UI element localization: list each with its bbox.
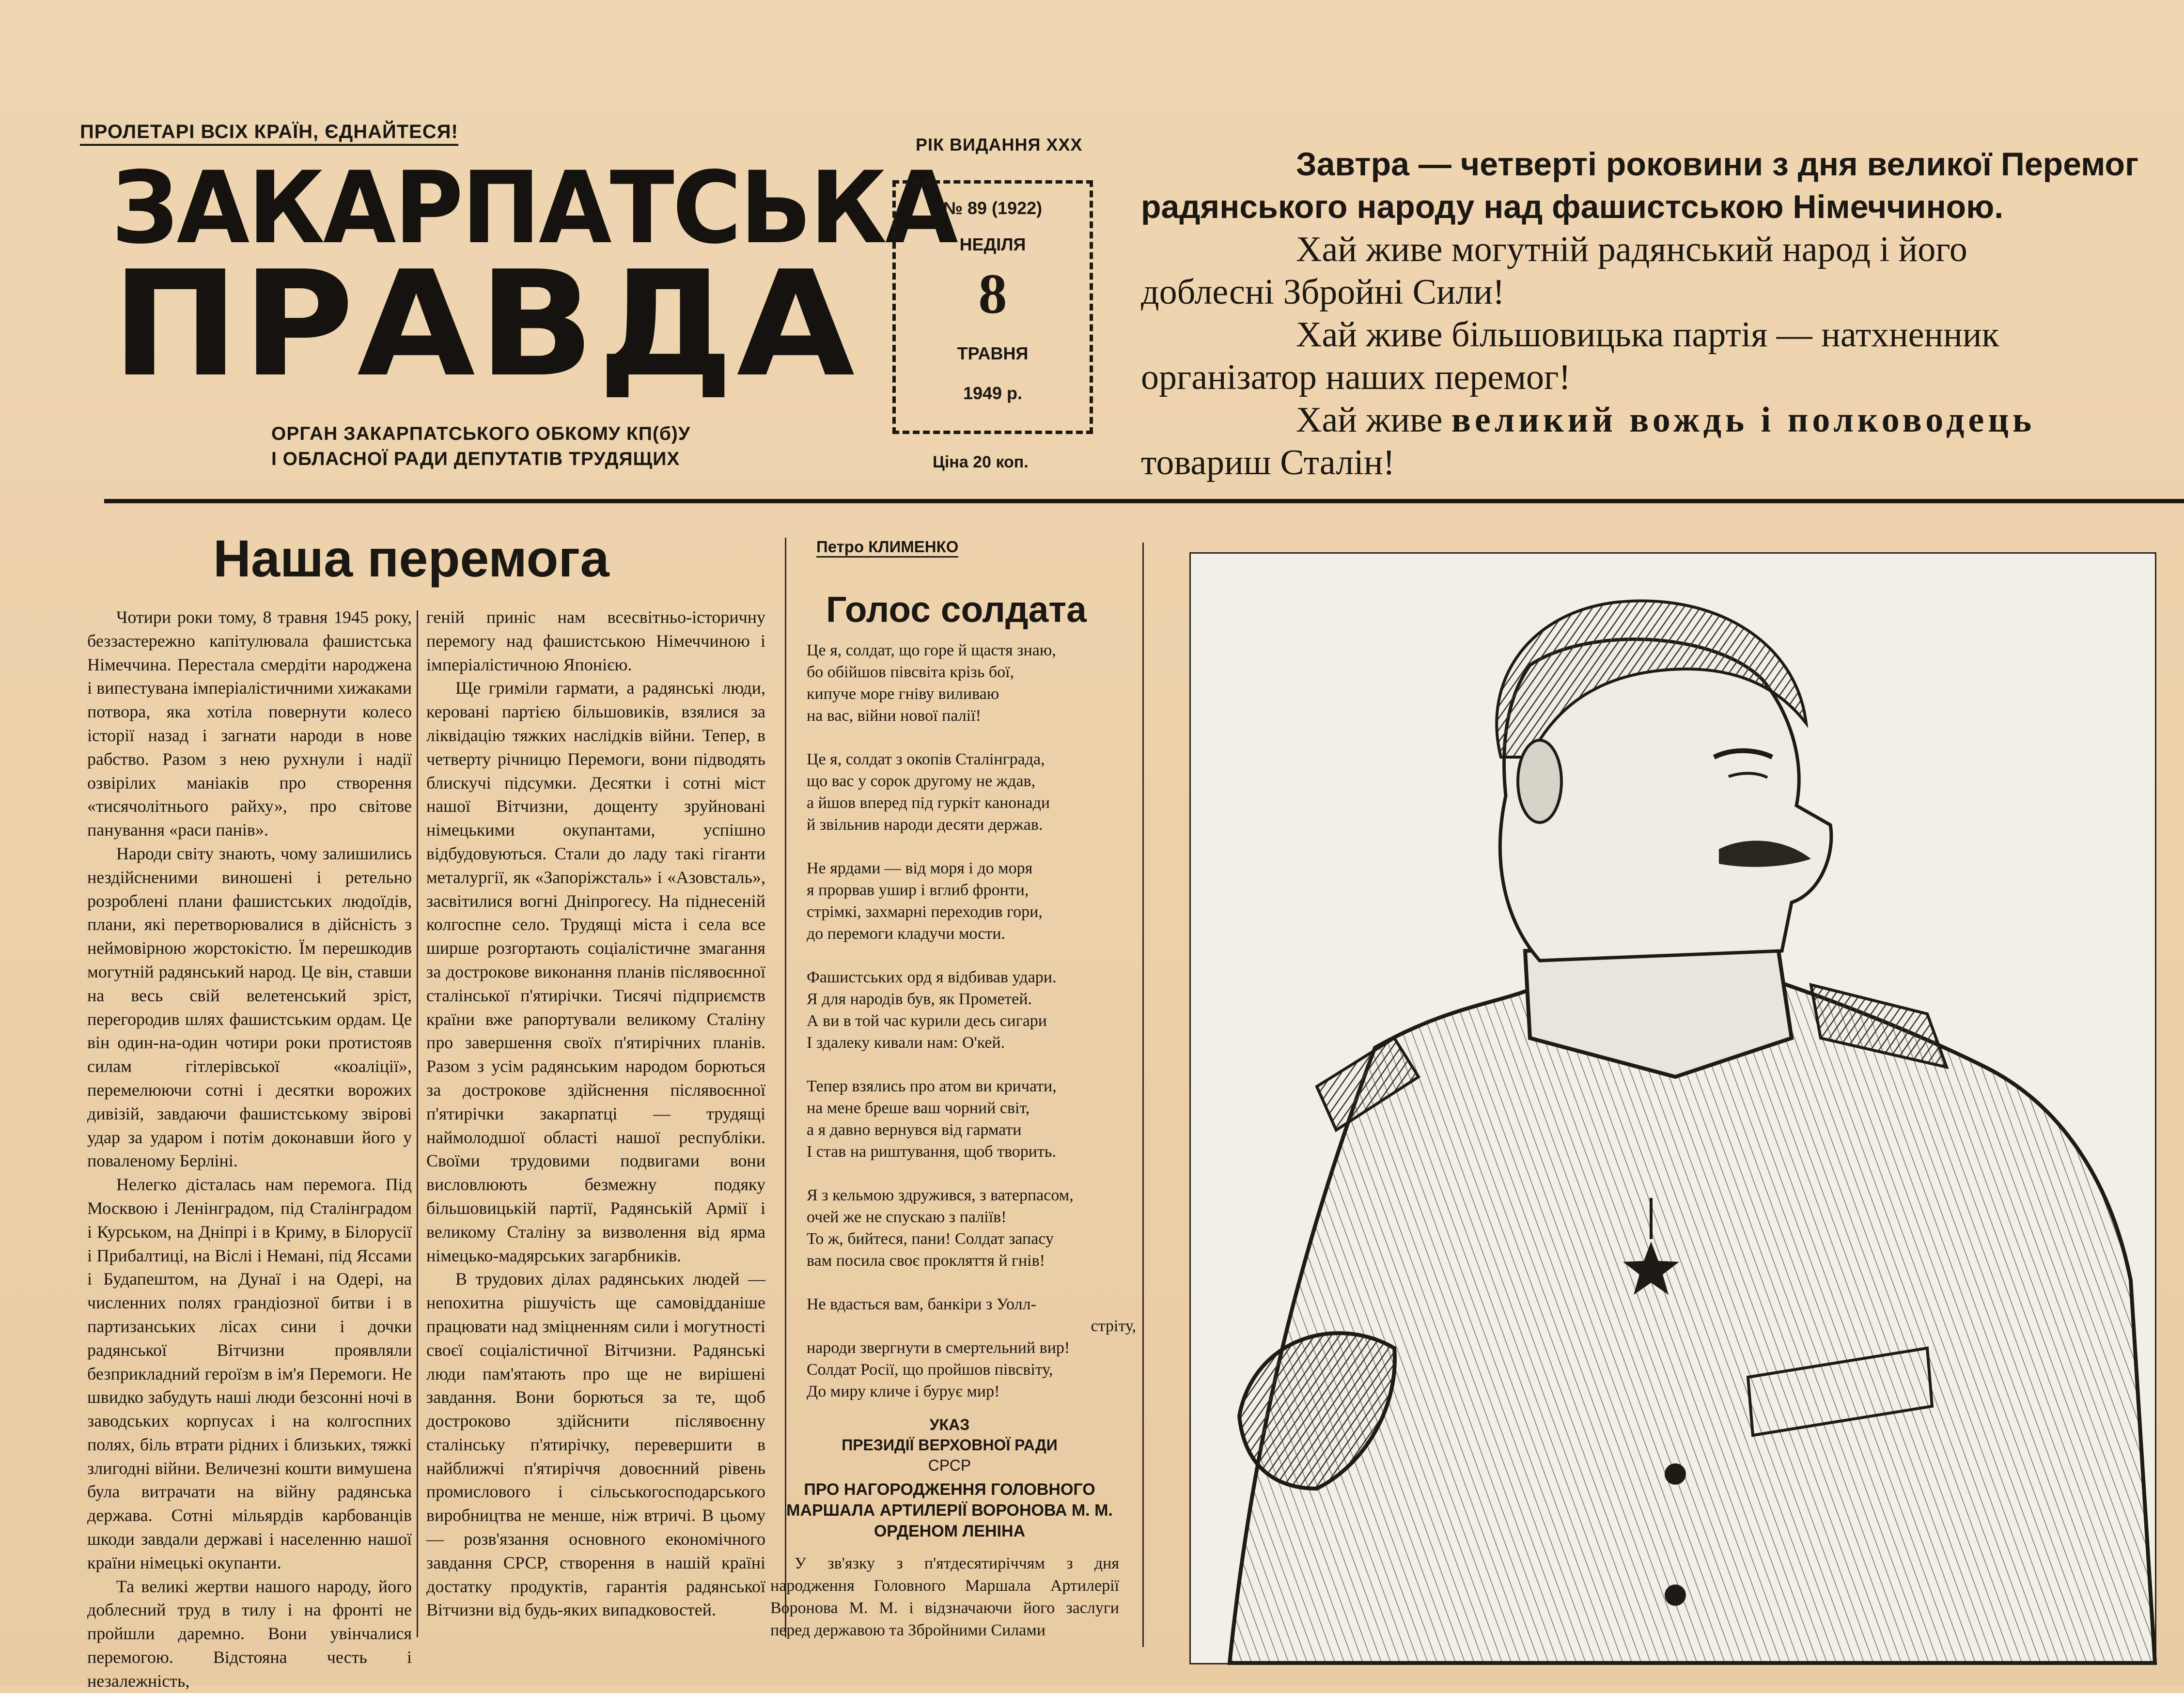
poem-stanza [807,1293,1146,1402]
poem-line: на вас, війни нової палії! [807,707,981,725]
issue-month: ТРАВНЯ [957,343,1029,363]
poem-title: Голос солдата [826,589,1087,630]
masthead-rule [104,499,2184,503]
issue-year: 1949 р. [963,383,1023,403]
slogan-line-3: Хай живе могутній радянський народ і його [1296,230,1967,269]
slogan-line-6: організатор наших перемог! [1141,357,1571,397]
title-line-2: ПРАВДА [111,240,858,409]
poem-author: Петро КЛИМЕНКО [816,538,958,558]
slogan-line-7a: Хай живе [1296,400,1443,440]
poem-line: Я з кельмою здружився, з ватерпасом, [807,1186,1074,1204]
poem-stanza [807,748,1146,836]
poem-line: я прорвав ушир і вглиб фронти, [807,881,1029,899]
editorial-column-2 [426,606,765,1632]
slogan-line-8: товариш Сталін! [1141,443,1395,482]
issue-price: Ціна 20 коп. [933,453,1029,471]
poem-body [807,639,1146,1424]
decree-text: У зв'язку з п'ятдесятиріччям з дня народження Головного Маршала Артилерії Воронова М. М. і відзначаючи його заслуги перед державою та Збройними Силами [770,1554,1119,1639]
decree-head-3: СРСР [928,1457,971,1474]
poem-line: Не вдасться вам, банкіри з Уолл- [807,1295,1036,1313]
editorial-column-1 [87,606,412,1691]
poem-line: То ж, бийтеся, пани! Солдат запасу [807,1230,1054,1248]
poem-line: вам посила своє прокляття й гнів! [807,1252,1045,1270]
poem-line: й звільнив народи десяти держав. [807,816,1043,834]
slogan-line-1: Завтра — четверті роковини з дня великої Перемог [1296,146,2139,183]
poem-line: очей же не спускаю з паліїв! [807,1208,1007,1226]
decree-title-1: ПРО НАГОРОДЖЕННЯ ГОЛОВНОГО [804,1480,1095,1499]
poem-stanza [807,1075,1146,1163]
poem-stanza [807,639,1146,727]
column-divider [1142,543,1144,1647]
poem-line: Це я, солдат, що горе й щастя знаю, [807,641,1056,659]
editorial-paragraph: геній приніс нам всесвітньо-історичну перемогу над фашистською Німеччиною і імперіалістичною Японією. [426,607,765,674]
poem-line: Це я, солдат з окопів Сталінграда, [807,750,1045,768]
poem-line: Солдат Росії, що пройшов півсвіту, [807,1361,1053,1379]
poem-line: Фашистських орд я відбивав удари. [807,968,1057,986]
publication-year: РІК ВИДАННЯ XXX [916,135,1083,155]
portrait-illustration [1189,552,2156,1664]
slogan-block [1141,143,2183,484]
editorial-paragraph: Ще гриміли гармати, а радянські люди, керовані партією більшовиків, взялися за ліквідацію тяжких наслідків війни. Тепер, в четверту річницю Перемоги, вони підводять блискучі підсумки. Десятки і сотні міст нашої Вітчизни, дощенту зруйновані німецькими окупантами, успішно відбудовуються. Стали до ладу такі гіганти металургії, як «Запоріжсталь» і «Азовсталь», засвітилися вогні Дніпрогесу. На піднесеній колгоспне село. Трудящі міста і села все ширше розгортають соціалістичне змагання за дострокове виконання планів післявоєнної сталінської п'ятирічки. Тисячі підприємств країни вже рапортували великому Сталіну про завершення своїх п'ятирічних планів. Разом з усім радянським народом борються за дострокове здійснення післявоєнної п'ятирічки закарпатці — трудящі наймолодшої області нашої республіки. Своїми трудовими подвигами вони висловлюють безмежну подяку більшовицькій партії, Радянській Армії і великому Сталіну за визволення від ярма німецько-мадярських загарбників. [426,678,765,1265]
decree-title-3: ОРДЕНОМ ЛЕНІНА [874,1522,1026,1540]
poem-stanza [807,857,1146,945]
poem-line: кипуче море гніву виливаю [807,685,999,703]
masthead-motto: ПРОЛЕТАРІ ВСІХ КРАЇН, ЄДНАЙТЕСЯ! [80,121,458,146]
issue-date-box [892,180,1093,434]
issue-number: № 89 (1922) [943,198,1043,218]
slogan-line-7 [1141,399,2183,441]
decree-head-2: ПРЕЗИДІЇ ВЕРХОВНОЇ РАДИ [842,1436,1058,1454]
organ-line-1: ОРГАН ЗАКАРПАТСЬКОГО ОБКОМУ КП(б)У [271,423,691,444]
poem-line: що вас у сорок другому не ждав, [807,772,1036,790]
poem-line: Не ярдами — від моря і до моря [807,859,1033,877]
poem-line: народи звергнути в смертельний вир! [807,1339,1070,1357]
poem-line: стріту, [1091,1317,1136,1335]
poem-line: А ви в той час курили десь сигари [807,1012,1047,1030]
decree-head-1: УКАЗ [929,1416,970,1433]
publisher-organ [271,421,690,472]
editorial-paragraph: Народи світу знають, чому залишились нездійсненими виношені і ретельно розроблені плани фашистських людоїдів, плани, які перетворювалися в дійсність з неймовірною жорстокістю. Їм перешкодив могутній радянський народ. Це він, ставши на весь свій велетенський зріст, перегородив шлях фашистським ордам. Це він один-на-один чотири роки протистояв силам гітлерівської «коаліції», перемелюючи сотні і десятки ворожих дивізій, завдаючи фашистському звірові удар за ударом і потім доконавши його у поваленому Берліні. [87,843,412,1171]
poem-line: Я для народів був, як Прометей. [807,990,1032,1008]
poem-line: до перемоги кладучи мости. [807,925,1006,943]
poem-line: І здалеку кивали нам: О'кей. [807,1034,1005,1052]
poem-line: бо обійшов півсвіта крізь бої, [807,663,1014,681]
poem-line: До миру кличе і бурує мир! [807,1382,1000,1400]
slogan-line-5: Хай живе більшовицька партія — натхненник [1296,315,1999,355]
issue-day: 8 [978,262,1007,326]
editorial-paragraph: Та великі жертви нашого народу, його доблесний труд в тилу і на фронті не пройшли даремно. Вони увінчалися перемогою. Відстояна честь і незалежність, [87,1576,412,1691]
portrait-drawing [1191,554,2155,1663]
poem-line: а я давно вернувся від гармати [807,1121,1022,1139]
slogan-line-4: доблесні Збройні Сили! [1141,272,1505,312]
poem-stanza [807,1184,1146,1272]
editorial-paragraph: Нелегко дісталась нам перемога. Під Москвою і Ленінградом, під Сталінградом і Курськом, на Дніпрі і в Криму, в Білорусії і Прибалтиці, на Віслі і Немані, під Яссами і Будапештом, на Дунаї і на Одері, на численних полях грандіозної битви і в партизанських лісах сини і дочки радянської Вітчизни проявляли безприкладний героїзм в ім'я Перемоги. Не швидко забудуть наші люди безсонні ночі в заводських корпусах і на колгоспних полях, біль втрати рідних і близьких, тяжкі злигодні війни. Величезні кошти вимушена була витрачати на війну радянська держава. Сотні мільярдів карбованців шкоди завдали державі і населенню нашої країни німецькі окупанти. [87,1175,412,1572]
poem-line: І став на риштування, щоб творить. [807,1143,1056,1161]
editorial-headline: Наша перемога [213,529,609,588]
title-line-1: ЗАКАРПАТСЬКА [111,151,956,266]
poem-line: стрімкі, захмарні переходив гори, [807,903,1043,921]
poem-line: на мене бреше ваш чорний світ, [807,1099,1030,1117]
decree-heading [770,1414,1129,1542]
slogan-line-2: радянського народу над фашистською Німеччиною. [1141,188,2004,225]
slogan-line-7b: великий вождь і полководець [1451,400,2036,440]
editorial-paragraph: В трудових ділах радянських людей — непохитна рішучість ще самовідданіше працювати над зміцненням сили і могутності своєї соціалістичної Вітчизни. Радянські люди пам'ятають про ще не вирішені завдання. Вони борються за те, щоб достроково здійснити післявоєнну сталінську п'ятирічку, перевершити в найближчі п'ятиріччя довоєнний рівень промислового і сільськогосподарського виробництва не менше, ніж втричі. В цьому — розв'язання основного економічного завдання СРСР, створення в нашій країні достатку продуктів, гарантія радянської Вітчизни від будь-яких випадковостей. [426,1269,765,1620]
poem-stanza [807,966,1146,1054]
decree-title-2: МАРШАЛА АРТИЛЕРІЇ ВОРОНОВА М. М. [786,1501,1113,1520]
column-divider [417,610,418,1637]
organ-line-2: І ОБЛАСНОЇ РАДИ ДЕПУТАТІВ ТРУДЯЩИХ [271,449,680,469]
poem-line: Тепер взялись про атом ви кричати, [807,1077,1057,1095]
issue-weekday: НЕДІЛЯ [959,234,1026,254]
poem-line: а йшов вперед під гуркіт канонади [807,794,1050,812]
editorial-paragraph: Чотири роки тому, 8 травня 1945 року, беззастережно капітулювала фашистська Німеччина. Перестала смердіти народжена і випестувана імперіалістичними хижаками потвора, яка хотіла повернути колесо історії назад і загнати народи в нове рабство. Разом з нею рухнули і надії озвірілих маніаків про створення «тисячолітнього райху», про світове панування «раси панів». [87,607,412,840]
